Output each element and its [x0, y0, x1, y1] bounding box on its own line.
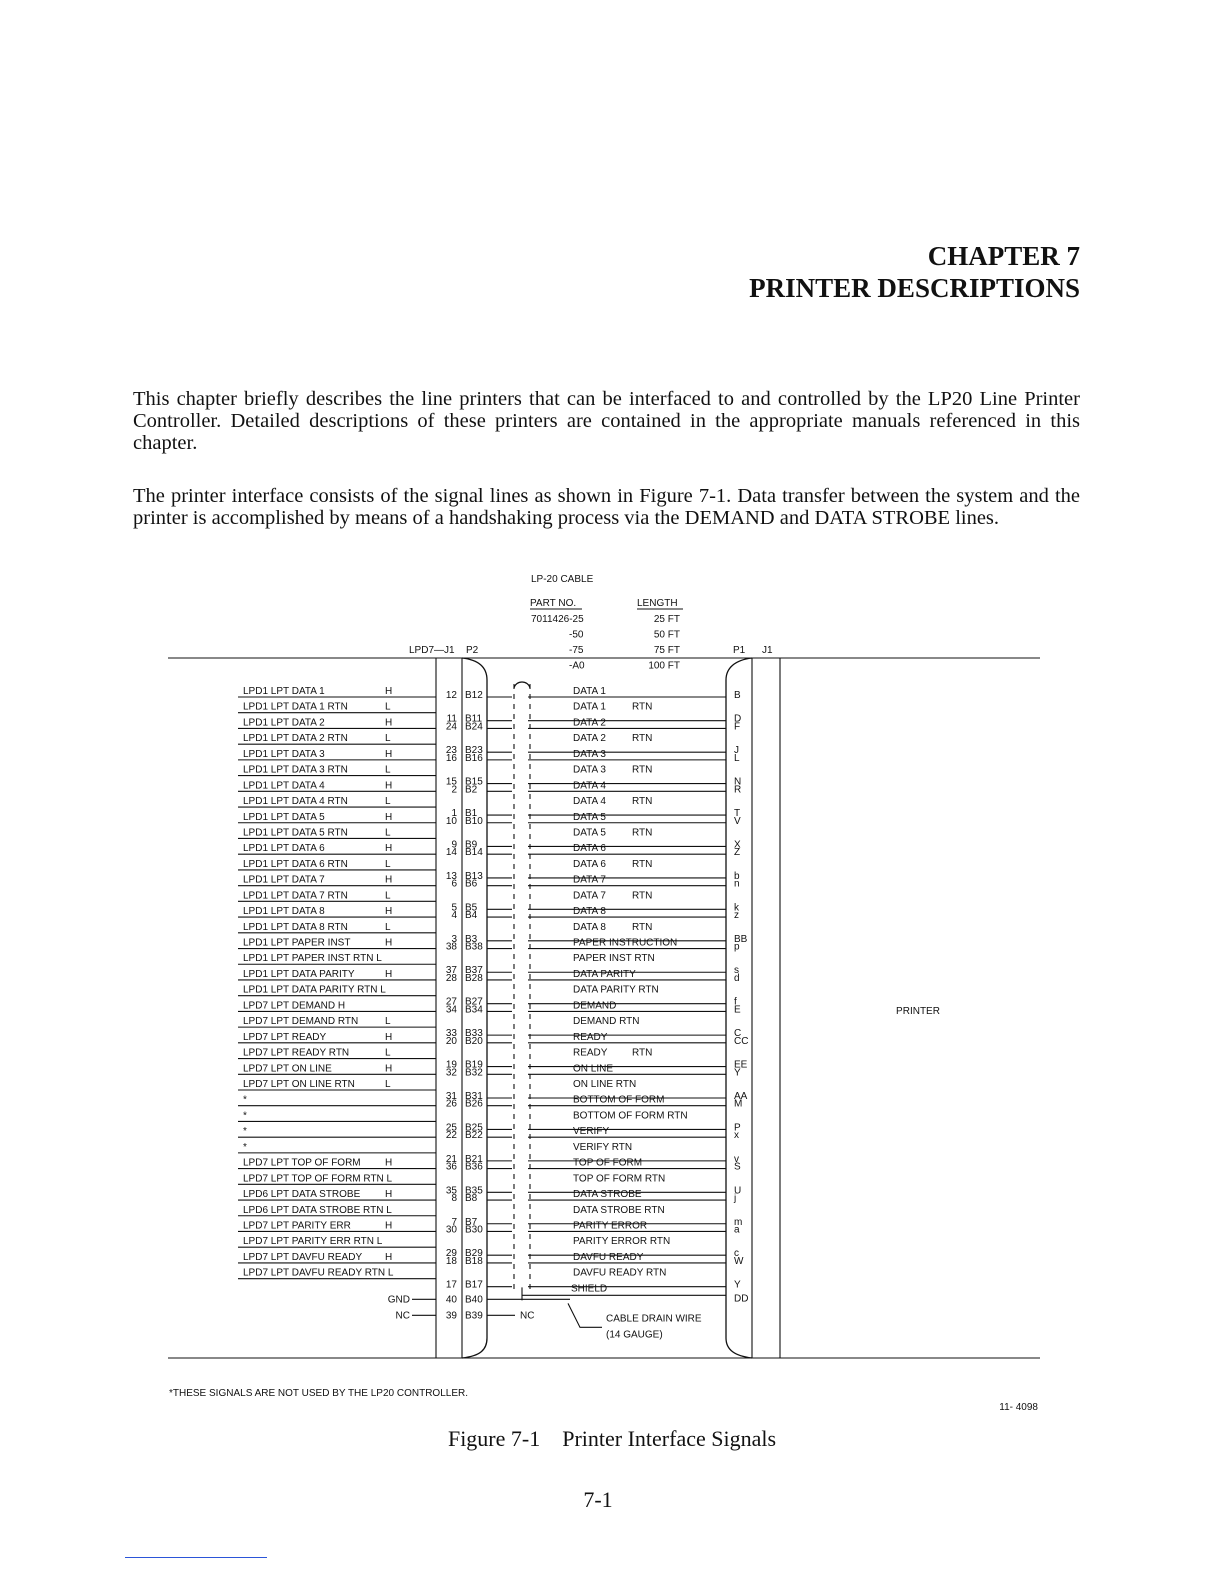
signal-left-label: LPD1 LPT PAPER INST [243, 937, 351, 949]
p2-pin-number: B5 [465, 902, 478, 914]
cable-drain-label: CABLE DRAIN WIRE [606, 1313, 702, 1325]
j1-pin-number: 24 [445, 721, 457, 733]
p1-pin-letter: z [734, 910, 739, 922]
signal-left-label: * [243, 1094, 247, 1106]
signal-right-label: TOP OF FORM RTN [573, 1173, 666, 1185]
p1-pin-letter: C [734, 1028, 742, 1040]
signal-level: H [385, 968, 393, 980]
signal-right-label: DATA PARITY [573, 968, 636, 980]
p2-pin-number: B4 [465, 910, 478, 922]
p1-pin-letter: a [734, 1224, 740, 1236]
p1-pin-letter: J [734, 745, 739, 757]
j1-pin-number: 15 [445, 776, 457, 788]
p1-pin-letter: U [734, 1185, 742, 1197]
signal-right-label: BOTTOM OF FORM [573, 1094, 665, 1106]
signal-rtn-label: RTN [632, 890, 653, 902]
p2-pin-number: B36 [465, 1161, 483, 1173]
p1-pin-letter: T [734, 808, 741, 820]
j1-pin-number: 3 [451, 933, 457, 945]
signal-level: L [385, 796, 391, 808]
p2-pin-number: B34 [465, 1004, 483, 1016]
j1-pin-number: 32 [445, 1067, 457, 1079]
signal-right-label: DATA 7 [573, 890, 606, 902]
printer-label: PRINTER [896, 1006, 940, 1017]
p1-pin-letter: b [734, 870, 740, 882]
signal-right-label: DATA STROBE [573, 1189, 642, 1201]
p2-pin-number: B15 [465, 776, 483, 788]
shield-p1-letter: DD [734, 1293, 749, 1305]
signal-left-label: LPD7 LPT ON LINE [243, 1063, 332, 1075]
signal-rtn-label: RTN [632, 827, 653, 839]
signal-left-label: * [243, 1126, 247, 1138]
signal-level: L [385, 1047, 391, 1059]
bottom-rule [125, 1557, 267, 1558]
nc-label: NC [395, 1310, 410, 1322]
p2-pin-number: B19 [465, 1059, 483, 1071]
signal-right-label: DATA 3 [573, 764, 606, 776]
j1-pin-number: 19 [445, 1059, 457, 1071]
p1-pin-letter: f [734, 996, 737, 1008]
cable-title: LP-20 CABLE [531, 574, 594, 585]
p1-pin-letter: d [734, 972, 740, 984]
p2-pin-number: B26 [465, 1098, 483, 1110]
j1-pin-number: 27 [445, 996, 457, 1008]
j1-pin-number: 36 [445, 1161, 457, 1173]
p2-pin-number: B29 [465, 1248, 483, 1260]
j1-pin-number: 12 [445, 690, 457, 701]
signal-level: H [385, 843, 393, 855]
signal-rtn-label: RTN [632, 701, 653, 713]
j1-pin-number: 2 [451, 784, 457, 796]
signal-level: H [385, 1157, 393, 1169]
cable-drain-leader [568, 1303, 602, 1327]
signal-level: H [385, 1220, 393, 1232]
p1-pin-letter: s [734, 965, 739, 977]
p2-pin-number: B18 [465, 1255, 483, 1267]
signal-right-label: PARITY ERROR [573, 1220, 648, 1232]
signal-right-label: TOP OF FORM [573, 1157, 643, 1169]
twisted-pair-cap [514, 682, 530, 688]
signal-level: H [385, 937, 393, 949]
j1-pin-number: 37 [445, 965, 457, 977]
signal-right-label: READY [573, 1031, 608, 1043]
p2-pin-number: B6 [465, 878, 478, 890]
signal-left-label: LPD1 LPT DATA 8 [243, 906, 325, 918]
signal-left-label: LPD1 LPT DATA 3 [243, 748, 325, 760]
p1-pin-letter: AA [734, 1091, 748, 1102]
p2-pin-number: B35 [465, 1185, 483, 1197]
p1-pin-letter: L [734, 752, 740, 764]
cable-length: 25 FT [653, 614, 680, 625]
signal-left-label: LPD7 LPT DAVFU READY [243, 1251, 363, 1263]
p1-pin-letter: E [734, 1004, 741, 1016]
signal-right-label: DATA PARITY RTN [573, 984, 659, 996]
figure-number: Figure 7-1 [447, 1426, 541, 1451]
j1-pin-number: 4 [451, 910, 457, 922]
signal-left-label: LPD7 LPT READY [243, 1031, 327, 1043]
signal-level: L [385, 733, 391, 745]
p2-pin-number: B33 [465, 1028, 483, 1040]
signal-left-label: LPD7 LPT PARITY ERR [243, 1220, 351, 1232]
signal-level: H [385, 748, 393, 760]
nc-pin-number: 39 [445, 1310, 457, 1322]
j1-pin-number: 17 [445, 1279, 457, 1291]
p1-pin-letter: Y [734, 1279, 741, 1291]
signal-right-label: DATA 8 [573, 921, 606, 933]
shield-label: SHIELD [571, 1283, 608, 1295]
cable-length: 100 FT [648, 660, 680, 672]
p1-pin-letter: R [734, 784, 742, 796]
j1-pin-number: 10 [445, 815, 457, 827]
cable-length: 75 FT [653, 645, 680, 656]
signal-right-label: DATA 2 [573, 733, 606, 745]
signal-left-label: LPD1 LPT DATA 7 [243, 874, 325, 886]
p1-pin-letter: x [734, 1130, 739, 1142]
footnote: *THESE SIGNALS ARE NOT USED BY THE LP20 CONTROLLER. [169, 1388, 468, 1399]
p1-pin-letter: Y [734, 1067, 741, 1079]
signal-level: H [385, 1189, 393, 1201]
signal-right-label: PARITY ERROR RTN [573, 1236, 671, 1248]
interface-paragraph: The printer interface consists of the signal lines as shown in Figure 7-1. Data transfer between the system and the printer is accomplished by means of a handshaking process via the DEMAND and DATA STROBE lines. [133, 485, 1080, 529]
signal-rtn-label: RTN [632, 858, 653, 870]
signal-right-label: DAVFU READY [573, 1251, 644, 1263]
j1-pin-number: 11 [446, 713, 457, 725]
j1-pin-number: 16 [445, 752, 457, 764]
signal-left-label: LPD1 LPT DATA 1 [243, 686, 325, 697]
j1-pin-number: 35 [445, 1185, 457, 1197]
signal-left-label: LPD1 LPT DATA 6 RTN [243, 858, 348, 870]
p1-pin-letter: W [734, 1255, 744, 1267]
signal-right-label: READY [573, 1047, 608, 1059]
connector-p1-label: P1 [733, 645, 746, 656]
p2-pin-number: B9 [465, 839, 478, 851]
signal-right-label: VERIFY [573, 1126, 610, 1138]
j1-pin-number: 20 [445, 1035, 457, 1047]
cable-part-number: -75 [569, 645, 584, 656]
p2-pin-number: B27 [465, 996, 483, 1008]
signal-left-label: LPD1 LPT DATA PARITY [243, 968, 355, 980]
p1-pin-letter: D [734, 713, 742, 725]
j1-pin-number: 18 [445, 1255, 457, 1267]
signal-left-label: LPD7 LPT ON LINE RTN [243, 1079, 355, 1090]
signal-right-label: DEMAND RTN [573, 1016, 640, 1028]
j1-pin-number: 33 [445, 1028, 457, 1040]
signal-level: L [385, 701, 391, 713]
signal-level: L [385, 827, 391, 839]
intro-paragraph: This chapter briefly describes the line printers that can be interfaced to and controlled by the LP20 Line Printer Controller. Detailed descriptions of these printers are contained in the appropriate manuals referenced in this chapter. [133, 388, 1080, 454]
p1-pin-letter: V [734, 815, 741, 827]
signal-level: L [385, 1079, 391, 1090]
connector-lpd7-j1-label: LPD7—J1 [409, 645, 455, 656]
signal-right-label: DATA 8 [573, 906, 606, 918]
signal-level: H [385, 1251, 393, 1263]
part-no-header: PART NO. [530, 598, 577, 609]
p2-pin-number: B8 [465, 1193, 478, 1205]
signal-level: H [385, 780, 393, 792]
signal-left-label: LPD1 LPT DATA 4 RTN [243, 796, 348, 808]
j1-pin-number: 22 [445, 1130, 457, 1142]
signal-left-label: LPD7 LPT TOP OF FORM RTN L [243, 1173, 393, 1185]
signal-left-label: LPD1 LPT DATA 6 [243, 843, 325, 855]
signal-left-label: LPD7 LPT TOP OF FORM [243, 1157, 361, 1169]
signal-level: H [385, 811, 393, 823]
cable-part-number: 7011426-25 [531, 614, 584, 625]
signal-right-label: DEMAND [573, 1000, 617, 1012]
signal-rtn-label: RTN [632, 921, 653, 933]
signal-left-label: LPD7 LPT READY RTN [243, 1047, 350, 1059]
j1-pin-number: 38 [445, 941, 457, 953]
connector-j1-label: J1 [762, 645, 773, 656]
p2-pin-number: B37 [465, 965, 483, 977]
p1-pin-letter: S [734, 1161, 741, 1173]
signal-left-label: LPD7 LPT DEMAND H [243, 1000, 346, 1012]
j1-pin-number: 31 [445, 1091, 457, 1102]
signal-level: L [385, 921, 391, 933]
signal-right-label: DATA 6 [573, 858, 606, 870]
p1-pin-letter: c [734, 1248, 739, 1260]
j1-pin-number: 28 [445, 972, 457, 984]
p2-pin-number: B13 [465, 870, 483, 882]
j1-pin-number: 21 [445, 1153, 457, 1165]
j1-pin-number: 25 [445, 1122, 457, 1134]
j1-pin-number: 5 [451, 902, 457, 914]
signal-right-label: DATA 2 [573, 717, 606, 729]
p1-pin-letter: P [734, 1122, 741, 1134]
signal-right-label: VERIFY RTN [573, 1141, 633, 1153]
p1-pin-letter: BB [734, 933, 748, 945]
signal-level: L [385, 764, 391, 776]
chapter-title: PRINTER DESCRIPTIONS [749, 273, 1080, 303]
signal-right-label: ON LINE RTN [573, 1079, 637, 1090]
signal-left-label: * [243, 1141, 247, 1153]
chapter-heading [600, 240, 1080, 304]
signal-level: H [385, 874, 393, 886]
signal-level: H [385, 1031, 393, 1043]
p1-pin-letter: v [734, 1153, 739, 1165]
length-header: LENGTH [637, 598, 678, 609]
p1-pin-letter: F [734, 721, 741, 733]
nc-right-label: NC [520, 1310, 535, 1322]
figure-id: 11- 4098 [999, 1402, 1038, 1413]
signal-level: H [385, 906, 393, 918]
cable-drain-gauge: (14 GAUGE) [606, 1329, 663, 1341]
p1-pin-letter: n [734, 878, 740, 890]
p2-pin-number: B23 [465, 745, 483, 757]
signal-left-label: LPD1 LPT DATA 7 RTN [243, 890, 348, 902]
j1-pin-number: 8 [451, 1193, 457, 1205]
cable-part-number: -A0 [569, 660, 585, 672]
signal-left-label: LPD1 LPT DATA 1 RTN [243, 701, 348, 713]
p1-pin-letter: j [734, 1193, 737, 1205]
signal-rtn-label: RTN [632, 1047, 653, 1059]
p1-pin-letter: m [734, 1216, 743, 1228]
p2-pin-number: B31 [465, 1091, 483, 1102]
p2-pin-number: B12 [465, 690, 483, 701]
gnd-pin-number: 40 [445, 1294, 457, 1306]
signal-left-label: LPD1 LPT DATA 4 [243, 780, 325, 792]
p1-pin-letter: p [734, 941, 740, 953]
p2-pin-number: B25 [465, 1122, 483, 1134]
cable-length: 50 FT [653, 629, 680, 641]
p2-pin-number: B7 [465, 1216, 478, 1228]
signal-left-label: LPD1 LPT DATA 3 RTN [243, 764, 348, 776]
signal-level: L [385, 858, 391, 870]
j1-pin-number: 34 [445, 1004, 457, 1016]
signal-left-label: LPD6 LPT DATA STROBE RTN L [243, 1204, 392, 1216]
j1-pin-number: 29 [445, 1248, 457, 1260]
signal-right-label: DATA STROBE RTN [573, 1204, 665, 1216]
p1-pin-letter: Z [734, 847, 741, 859]
signal-rtn-label: RTN [632, 733, 653, 745]
p2-pin-number: B22 [465, 1130, 483, 1142]
p1-pin-letter: M [734, 1098, 743, 1110]
p2-pin-number: B38 [465, 941, 483, 953]
signal-rtn-label: RTN [632, 796, 653, 808]
gnd-p2-pin: B40 [465, 1294, 483, 1306]
signal-left-label: LPD7 LPT DAVFU READY RTN L [243, 1267, 394, 1279]
j1-pin-number: 14 [445, 847, 457, 859]
nc-p2-pin: B39 [465, 1310, 483, 1322]
signal-right-label: PAPER INST RTN [573, 953, 655, 965]
p2-pin-number: B1 [465, 808, 478, 820]
signal-left-label: LPD1 LPT PAPER INST RTN L [243, 953, 382, 965]
p2-pin-number: B16 [465, 752, 483, 764]
signal-level: H [385, 1063, 393, 1075]
j1-pin-number: 1 [451, 808, 457, 820]
figure-caption [0, 1426, 1224, 1452]
p2-pin-number: B20 [465, 1035, 483, 1047]
p2-pin-number: B17 [465, 1279, 483, 1291]
signal-right-label: ON LINE [573, 1063, 614, 1075]
signal-left-label: LPD7 LPT DEMAND RTN [243, 1016, 359, 1028]
p2-pin-number: B32 [465, 1067, 483, 1079]
p2-pin-number: B30 [465, 1224, 483, 1236]
j1-pin-number: 30 [445, 1224, 457, 1236]
p1-pin-letter: CC [734, 1035, 749, 1047]
p1-pin-letter: B [734, 690, 741, 701]
signal-right-label: DATA 1 [573, 701, 606, 713]
j1-pin-number: 6 [451, 878, 457, 890]
signal-right-label: BOTTOM OF FORM RTN [573, 1110, 688, 1122]
j1-pin-number: 23 [445, 745, 457, 757]
signal-right-label: PAPER INSTRUCTION [573, 937, 678, 949]
j1-pin-number: 26 [445, 1098, 457, 1110]
p2-pin-number: B14 [465, 847, 483, 859]
p2-pin-number: B2 [465, 784, 478, 796]
signal-right-label: DATA 5 [573, 811, 606, 823]
signal-left-label: LPD7 LPT PARITY ERR RTN L [243, 1236, 383, 1248]
signal-left-label: LPD1 LPT DATA 2 [243, 717, 325, 729]
signal-left-label: LPD6 LPT DATA STROBE [243, 1189, 361, 1201]
signal-right-label: DATA 3 [573, 748, 606, 760]
p2-pin-number: B28 [465, 972, 483, 984]
p1-pin-letter: N [734, 776, 742, 788]
j1-pin-number: 9 [451, 839, 457, 851]
signal-left-label: LPD1 LPT DATA 8 RTN [243, 921, 348, 933]
j1-pin-number: 13 [445, 870, 457, 882]
p1-pin-letter: EE [734, 1059, 748, 1071]
page-number: 7-1 [583, 1487, 613, 1512]
signal-right-label: DATA 7 [573, 874, 606, 886]
p1-pin-letter: k [734, 902, 739, 914]
signal-left-label: LPD1 LPT DATA 5 [243, 811, 325, 823]
p2-pin-number: B3 [465, 933, 478, 945]
signal-left-label: LPD1 LPT DATA PARITY RTN L [243, 984, 386, 996]
signal-right-label: DATA 6 [573, 843, 606, 855]
connector-p2-label: P2 [466, 645, 479, 656]
signal-right-label: DATA 4 [573, 780, 606, 792]
p2-pin-number: B10 [465, 815, 483, 827]
signal-level: H [385, 717, 393, 729]
signal-left-label: * [243, 1110, 247, 1122]
printer-interface-diagram [0, 560, 1224, 1420]
signal-level: L [385, 1016, 391, 1028]
p2-pin-number: B21 [465, 1153, 483, 1165]
signal-left-label: LPD1 LPT DATA 2 RTN [243, 733, 348, 745]
signal-right-label: DAVFU READY RTN [573, 1267, 667, 1279]
signal-right-label: DATA 4 [573, 796, 606, 808]
chapter-number: CHAPTER 7 [927, 241, 1080, 271]
cable-part-number: -50 [569, 629, 584, 641]
p2-pin-number: B24 [465, 721, 483, 733]
j1-pin-number: 7 [451, 1216, 457, 1228]
p2-pin-number: B11 [465, 713, 483, 725]
signal-right-label: DATA 5 [573, 827, 606, 839]
signal-rtn-label: RTN [632, 764, 653, 776]
signal-level: L [385, 890, 391, 902]
gnd-label: GND [387, 1294, 410, 1306]
signal-left-label: LPD1 LPT DATA 5 RTN [243, 827, 348, 839]
p1-pin-letter: X [734, 839, 741, 851]
signal-right-label: DATA 1 [573, 686, 606, 697]
figure-title: Printer Interface Signals [562, 1426, 777, 1451]
signal-level: H [385, 686, 393, 697]
